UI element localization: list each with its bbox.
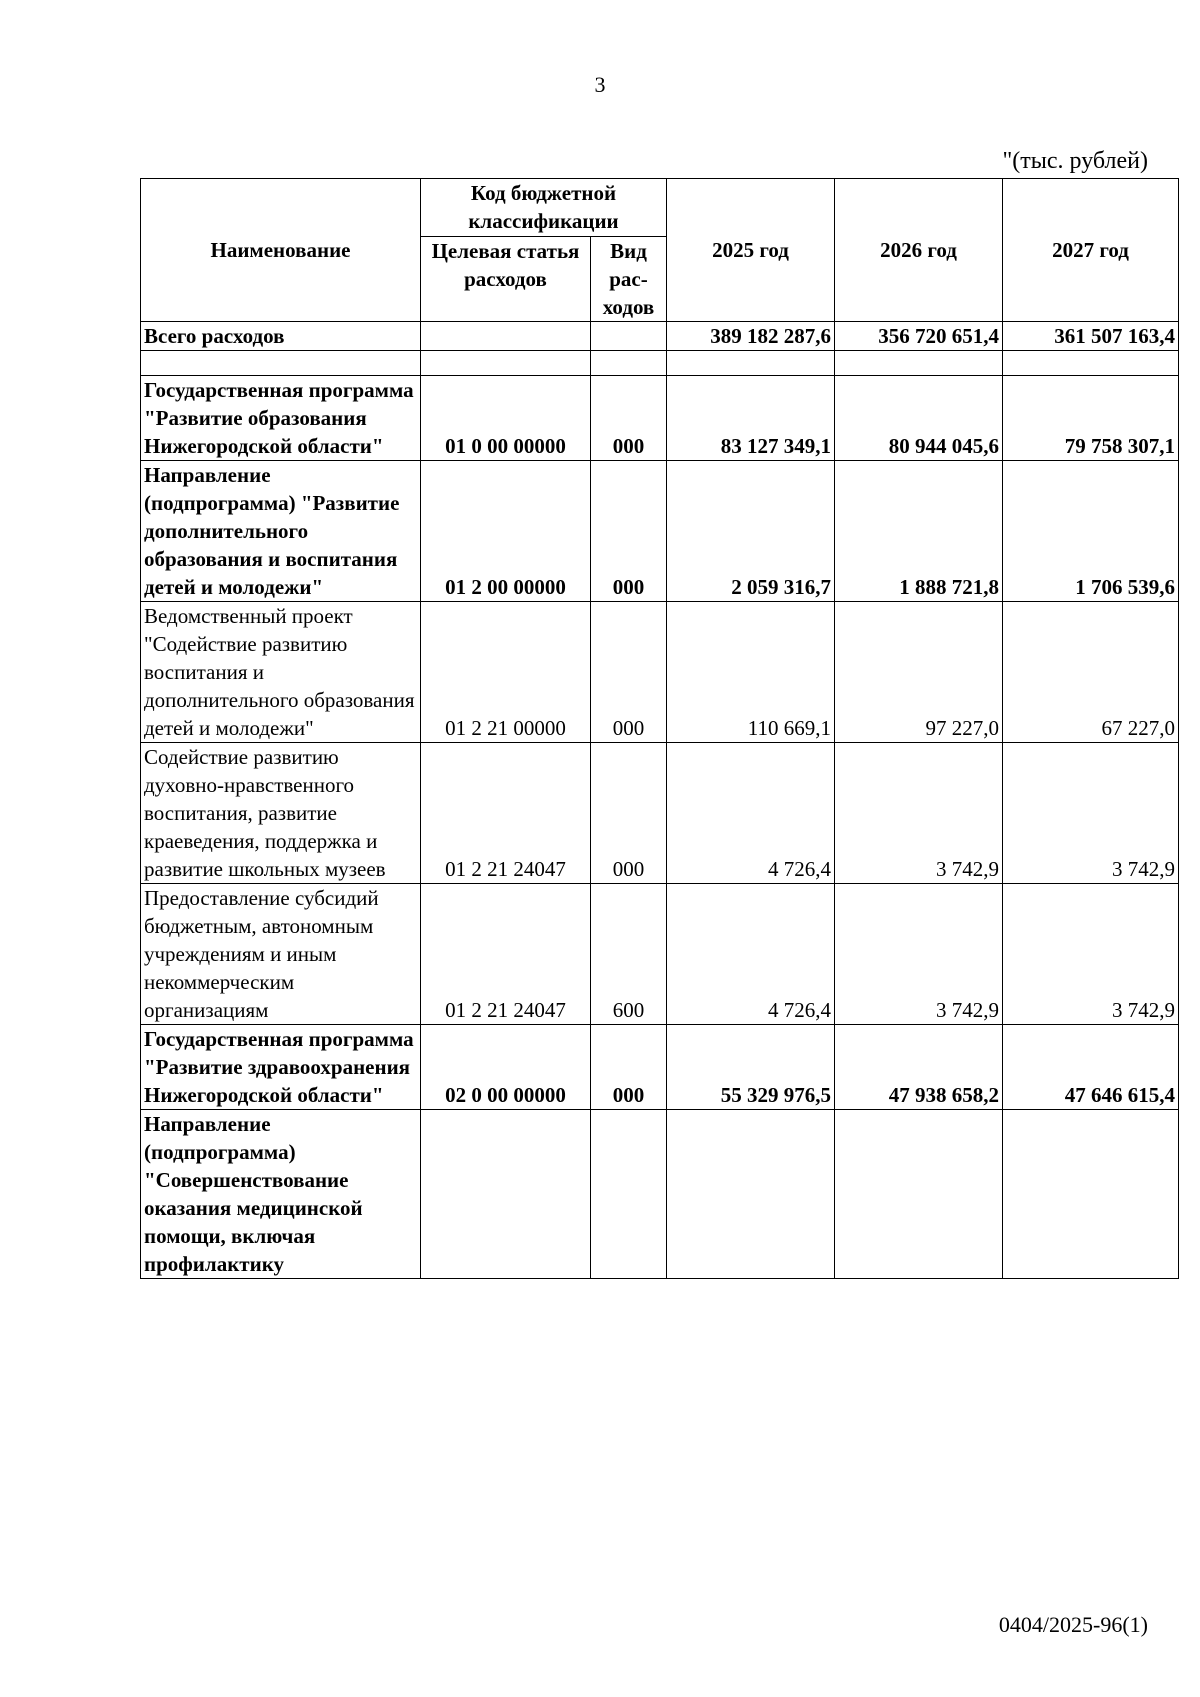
row-2026: 3 742,9 (835, 884, 1003, 1025)
row-2025 (667, 1110, 835, 1279)
row-2027 (1003, 1110, 1179, 1279)
table-row (141, 376, 1179, 461)
header-code-group: Код бюджетной классификации (421, 179, 667, 237)
row-2026: 3 742,9 (835, 743, 1003, 884)
table-row (141, 1110, 1179, 1279)
header-name: Наименование (141, 179, 421, 322)
budget-table (140, 178, 1179, 1279)
row-2025: 4 726,4 (667, 743, 835, 884)
row-2026 (835, 1110, 1003, 1279)
row-2025: 55 329 976,5 (667, 1025, 835, 1110)
total-2026: 356 720 651,4 (835, 322, 1003, 351)
total-code (421, 322, 591, 351)
row-2027: 3 742,9 (1003, 884, 1179, 1025)
row-name: Государственная программа "Развитие образования Нижегородской области" (141, 376, 421, 461)
row-name: Предоставление субсидий бюджетным, автономным учреждениям и иным некоммерческим организациям (141, 884, 421, 1025)
row-2027: 79 758 307,1 (1003, 376, 1179, 461)
total-type (591, 322, 667, 351)
row-type: 000 (591, 743, 667, 884)
total-2027: 361 507 163,4 (1003, 322, 1179, 351)
row-code: 01 2 00 00000 (421, 461, 591, 602)
row-code: 02 0 00 00000 (421, 1025, 591, 1110)
table-row (141, 602, 1179, 743)
row-2026: 47 938 658,2 (835, 1025, 1003, 1110)
table-row (141, 461, 1179, 602)
header-target-article: Целевая статья расходов (421, 237, 591, 322)
row-2026: 1 888 721,8 (835, 461, 1003, 602)
row-name: Государственная программа "Развитие здравоохранения Нижегородской области" (141, 1025, 421, 1110)
row-2027: 67 227,0 (1003, 602, 1179, 743)
row-2025: 2 059 316,7 (667, 461, 835, 602)
row-type: 000 (591, 1025, 667, 1110)
row-2026: 97 227,0 (835, 602, 1003, 743)
row-type: 000 (591, 602, 667, 743)
table-row (141, 884, 1179, 1025)
row-name: Направление (подпрограмма) "Совершенствование оказания медицинской помощи, включая профилактику (141, 1110, 421, 1279)
table-row (141, 743, 1179, 884)
header-2027: 2027 год (1003, 179, 1179, 322)
row-2027: 3 742,9 (1003, 743, 1179, 884)
row-2027: 1 706 539,6 (1003, 461, 1179, 602)
header-2025: 2025 год (667, 179, 835, 322)
row-type: 600 (591, 884, 667, 1025)
row-code: 01 2 21 00000 (421, 602, 591, 743)
spacer-row (141, 351, 1179, 376)
row-code: 01 2 21 24047 (421, 884, 591, 1025)
document-code: 0404/2025-96(1) (998, 1612, 1148, 1637)
row-type (591, 1110, 667, 1279)
page-number: 3 (594, 72, 606, 97)
row-code: 01 0 00 00000 (421, 376, 591, 461)
header-expense-type: Вид рас-ходов (591, 237, 667, 322)
row-name: Содействие развитию духовно-нравственного воспитания, развитие краеведения, поддержка и развитие школьных музеев (141, 743, 421, 884)
row-type: 000 (591, 461, 667, 602)
total-row (141, 322, 1179, 351)
total-name: Всего расходов (141, 322, 421, 351)
row-code: 01 2 21 24047 (421, 743, 591, 884)
units-label: "(тыс. рублей) (1002, 148, 1148, 174)
row-code (421, 1110, 591, 1279)
row-2025: 4 726,4 (667, 884, 835, 1025)
row-2025: 83 127 349,1 (667, 376, 835, 461)
row-name: Направление (подпрограмма) "Развитие дополнительного образования и воспитания детей и молодежи" (141, 461, 421, 602)
row-type: 000 (591, 376, 667, 461)
row-2025: 110 669,1 (667, 602, 835, 743)
row-name: Ведомственный проект "Содействие развитию воспитания и дополнительного образования детей и молодежи" (141, 602, 421, 743)
row-2026: 80 944 045,6 (835, 376, 1003, 461)
header-2026: 2026 год (835, 179, 1003, 322)
row-2027: 47 646 615,4 (1003, 1025, 1179, 1110)
total-2025: 389 182 287,6 (667, 322, 835, 351)
table-row (141, 1025, 1179, 1110)
